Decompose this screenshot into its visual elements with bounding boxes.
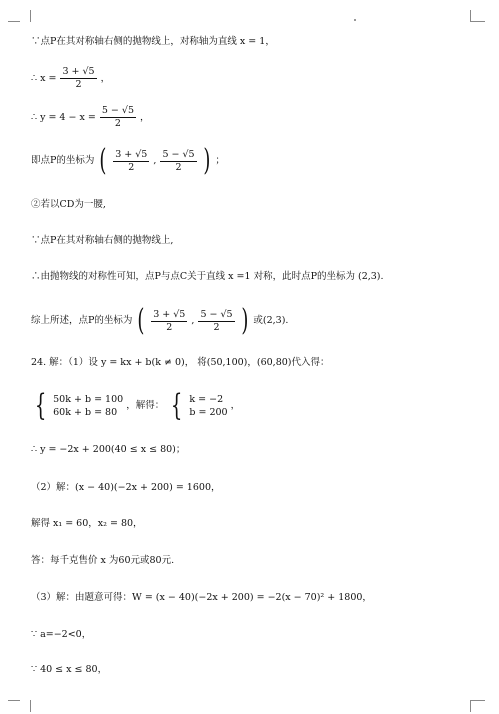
separator: ,: [153, 155, 157, 166]
line-10: [31, 388, 241, 423]
left-paren: (: [99, 143, 107, 178]
line-11: ∴ y = −2x + 200(40 ≤ x ≤ 80)；: [31, 444, 186, 455]
fraction-denominator: 2: [175, 161, 182, 173]
fraction-numerator: 3 + √5: [115, 148, 148, 160]
left-paren: (: [137, 303, 145, 338]
left-brace: {: [34, 388, 47, 423]
fraction: [160, 149, 196, 174]
line-14: 答：每千克售价 x 为60元或80元.: [31, 555, 175, 566]
equation-2: 60k + b = 80: [53, 407, 118, 418]
line-2: [31, 66, 110, 91]
solution-1: k = −2: [189, 394, 224, 405]
line-1: ∵点P在其对称轴右侧的抛物线上，对称轴为直线 x = 1，: [31, 36, 275, 47]
crop-mark-bottom-right-h: [471, 700, 485, 701]
line-12: （2）解：(x − 40)(−2x + 200) = 1600，: [31, 482, 221, 493]
line-4-prefix: 即点P的坐标为: [31, 155, 95, 166]
line-3-suffix: ，: [140, 112, 150, 123]
line-10-mid: ，解得：: [126, 400, 165, 411]
line-4-suffix: ；: [215, 155, 225, 166]
crop-mark-bottom-left: [20, 700, 31, 712]
line-4: [31, 143, 225, 178]
equation-1: 50k + b = 100: [53, 394, 124, 405]
crop-mark-top-left-h: [8, 21, 20, 22]
fraction: [151, 309, 187, 334]
line-10-suffix: ，: [230, 400, 241, 411]
line-3: [31, 105, 150, 130]
fraction-denominator: 2: [75, 79, 82, 90]
right-paren: ): [240, 303, 248, 338]
line-16: ∵ a=−2<0，: [31, 629, 92, 640]
line-15: （3）解：由题意可得：W = (x − 40)(−2x + 200) = −2(x − 70)² + 1800，: [31, 592, 372, 603]
line-17: ∵ 40 ≤ x ≤ 80，: [31, 664, 108, 675]
crop-mark-bottom-right: [470, 700, 481, 712]
line-8: [31, 303, 289, 338]
right-paren: ): [202, 143, 210, 178]
fraction-denominator: 2: [166, 321, 173, 333]
solution-2: b = 200: [189, 407, 228, 418]
crop-mark-top-right-h: [471, 21, 485, 22]
line-3-prefix: ∴ y = 4 − x =: [31, 112, 96, 123]
equation-system: [53, 393, 123, 419]
crop-mark-bottom-left-h: [8, 700, 20, 701]
fraction-numerator: 3 + √5: [62, 66, 95, 77]
fraction: [100, 105, 136, 130]
fraction: [60, 66, 96, 91]
fraction: [113, 149, 149, 174]
line-2-prefix: ∴ x =: [31, 73, 57, 84]
fraction-numerator: 5 − √5: [200, 308, 233, 320]
left-brace: {: [171, 388, 183, 423]
fraction-denominator: 2: [128, 161, 135, 173]
crop-mark-top-left: [20, 10, 31, 22]
page-dot: [354, 19, 356, 21]
fraction-denominator: 2: [114, 118, 121, 129]
fraction: [198, 309, 234, 334]
fraction-numerator: 5 − √5: [162, 148, 195, 160]
fraction-numerator: 5 − √5: [101, 105, 134, 116]
line-7: ∴由抛物线的对称性可知，点P与点C关于直线 x =1 对称，此时点P的坐标为 (2,3).: [31, 271, 384, 282]
separator: ,: [191, 315, 195, 326]
fraction-denominator: 2: [213, 321, 220, 333]
line-9: 24. 解：（1）设 y = kx + b(k ≠ 0)， 将(50,100)，(60,80)代入得：: [31, 357, 330, 368]
line-6: ∵点P在其对称轴右侧的抛物线上,: [31, 235, 174, 246]
line-13: 解得 x₁ = 60，x₂ = 80，: [31, 518, 143, 529]
line-8-suffix: 或(2,3).: [253, 315, 289, 326]
line-2-suffix: ，: [100, 73, 111, 84]
line-5: ②若以CD为一腰,: [31, 199, 106, 210]
solution-system: [189, 393, 227, 419]
fraction-numerator: 3 + √5: [153, 308, 186, 320]
line-8-prefix: 综上所述，点P的坐标为: [31, 315, 133, 326]
